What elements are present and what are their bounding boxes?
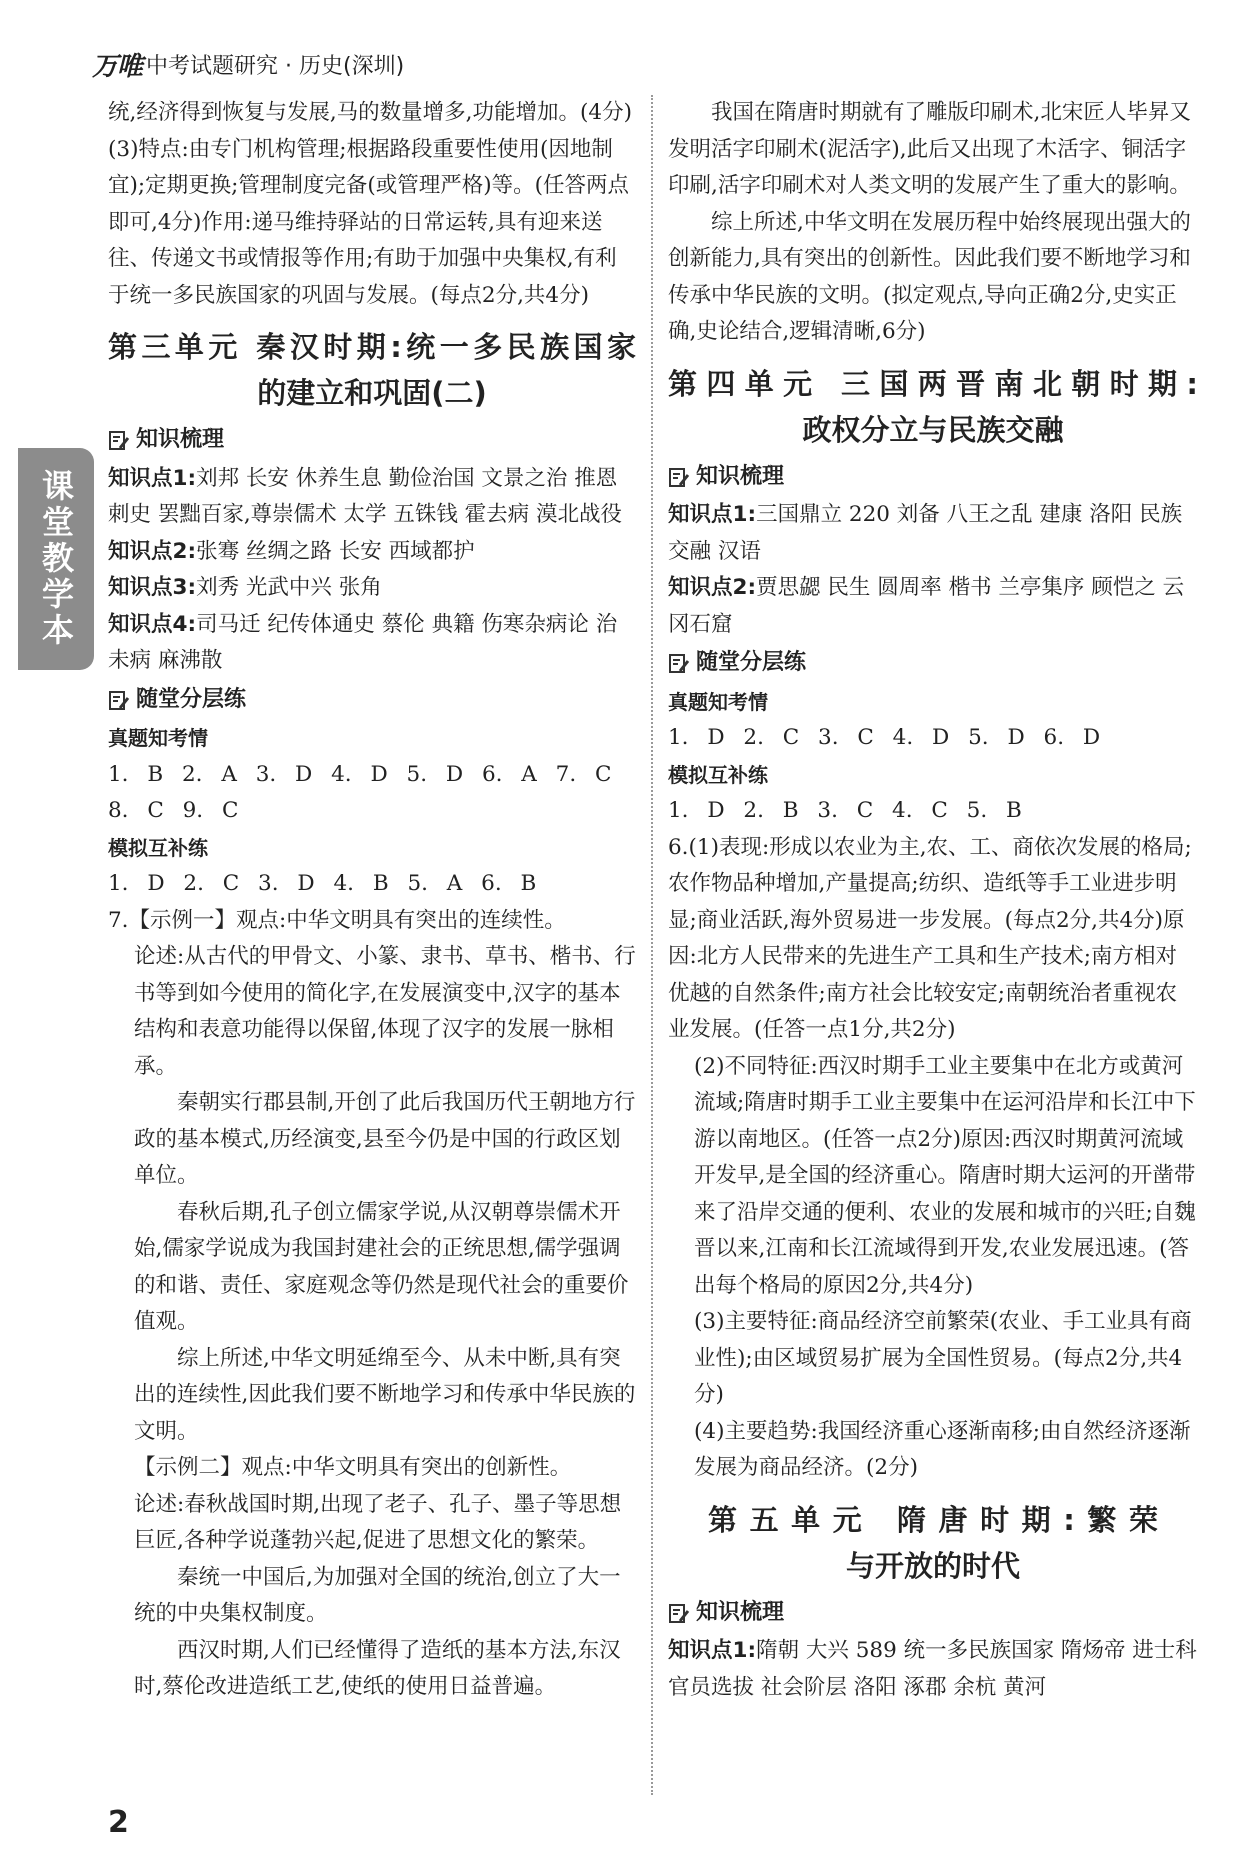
essay-paragraph: 春秋后期,孔子创立儒家学说,从汉朝尊崇儒术开始,儒家学说成为我国封建社会的正统思想,儒学强调的和谐、责任、家庭观念等仍然是现代社会的重要价值观。: [134, 1199, 629, 1334]
answer-list: 1. D 2. C 3. D 4. B 5. A 6. B: [108, 871, 537, 896]
section-heading-text: 知识梳理: [696, 1599, 785, 1625]
section-heading: [108, 422, 636, 459]
notebook-pen-icon: [668, 652, 690, 674]
side-tab-label: 课堂教学本: [37, 469, 75, 649]
unit-title: [108, 324, 636, 416]
kp-text: 刘邦 长安 休养生息 勤俭治国 文景之治 推恩 刺史 罢黜百家,尊崇儒术 太学 五铢钱 霍去病 漠北战役: [108, 465, 623, 527]
section-heading-text: 随堂分层练: [136, 686, 247, 712]
essay-paragraph: 综上所述,中华文明延绵至今、从未中断,具有突出的连续性,因此我们要不断地学习和传承中华民族的文明。: [134, 1345, 636, 1444]
column-divider: [651, 95, 653, 1795]
page-number: 2: [108, 1805, 129, 1840]
section-heading-text: 知识梳理: [696, 463, 785, 489]
notebook-pen-icon: [108, 429, 130, 451]
section-heading: [668, 645, 1198, 682]
kp-label: 知识点2:: [668, 575, 757, 600]
kp-text: 隋朝 大兴 589 统一多民族国家 隋炀帝 进士科 官员选拔 社会阶层 洛阳 涿郡 余杭 黄河: [668, 1638, 1197, 1700]
unit-title: [668, 361, 1198, 453]
essay-paragraph: 论述:从古代的甲骨文、小篆、隶书、草书、楷书、行书等到如今使用的简化字,在发展演变中,汉字的基本结构和表意功能得以保留,体现了汉字的发展一脉相承。: [134, 944, 636, 1079]
sub-heading: 模拟互补练: [108, 835, 208, 860]
kp-text: 刘秀 光武中兴 张角: [196, 575, 382, 600]
right-column: [668, 95, 1198, 1706]
answer-continuation: 统,经济得到恢复与发展,马的数量增多,功能增加。(4分): [108, 100, 632, 125]
unit-title-line: 第四单元 三国两晋南北朝时期:: [668, 366, 1198, 401]
essay-paragraph: 【示例二】观点:中华文明具有突出的创新性。: [134, 1455, 572, 1480]
notebook-pen-icon: [668, 466, 690, 488]
kp-label: 知识点1:: [108, 465, 197, 491]
essay-paragraph: 秦统一中国后,为加强对全国的统治,创立了大一统的中央集权制度。: [134, 1564, 621, 1626]
essay-paragraph: 论述:春秋战国时期,出现了老子、孔子、墨子等思想巨匠,各种学说蓬勃兴起,促进了思想文化的繁荣。: [134, 1491, 622, 1553]
knowledge-point: [108, 570, 636, 607]
unit-title: [668, 1497, 1198, 1589]
page-header: [92, 46, 404, 82]
book-title: 中考试题研究 · 历史(深圳): [146, 53, 405, 79]
knowledge-point: [668, 1633, 1198, 1706]
knowledge-point: [668, 497, 1198, 570]
brand-logo: 万唯: [92, 51, 143, 82]
kp-label: 知识点4:: [108, 611, 197, 637]
unit-title-line: 第三单元 秦汉时期:统一多民族国家: [108, 330, 636, 364]
essay-paragraph: (4)主要趋势:我国经济重心逐渐南移;由自然经济逐渐发展为商品经济。(2分): [694, 1418, 1191, 1480]
kp-text: 司马迁 纪传体通史 蔡伦 典籍 伤寒杂病论 治未病 麻沸散: [108, 611, 618, 673]
kp-label: 知识点3:: [108, 575, 197, 600]
essay-paragraph: (2)不同特征:西汉时期手工业主要集中在北方或黄河流域;隋唐时期手工业主要集中在运河沿岸和长江中下游以南地区。(任答一点2分)原因:西汉时期黄河流域开发早,是全国的经济重心。隋唐时期大运河的开凿带来了沿岸交通的便利、农业的发展和城市的兴旺;自魏晋以来,江南和长江流域得到开发,农业发展迅速。(答出每个格局的原因2分,共4分): [694, 1053, 1196, 1298]
answer-list: 1. D 2. B 3. C 4. C 5. B: [668, 798, 1022, 823]
knowledge-point: [108, 534, 636, 571]
unit-title-line: 与开放的时代: [845, 1548, 1020, 1583]
unit-title-line: 政权分立与民族交融: [802, 412, 1064, 447]
kp-text: 三国鼎立 220 刘备 八王之乱 建康 洛阳 民族交融 汉语: [668, 502, 1183, 564]
unit-title-line: 第五单元 隋唐时期:繁荣: [708, 1502, 1158, 1537]
side-tab: [18, 448, 94, 670]
knowledge-point: [108, 461, 636, 534]
notebook-pen-icon: [668, 1602, 690, 1624]
answer-list: 1. B 2. A 3. D 4. D 5. D 6. A 7. C 8. C 9. C: [108, 761, 612, 823]
kp-text: 贾思勰 民生 圆周率 楷书 兰亭集序 顾恺之 云冈石窟: [668, 575, 1185, 637]
section-heading: [668, 459, 1198, 496]
section-heading-text: 知识梳理: [136, 427, 225, 452]
section-heading: [668, 1595, 1198, 1632]
essay-paragraph: 7.【示例一】观点:中华文明具有突出的连续性。: [108, 907, 566, 933]
essay-paragraph: 秦朝实行郡县制,开创了此后我国历代王朝地方行政的基本模式,历经演变,县至今仍是中国的行政区划单位。: [134, 1090, 636, 1188]
essay-paragraph: 西汉时期,人们已经懂得了造纸的基本方法,东汉时,蔡伦改进造纸工艺,使纸的使用日益普遍。: [134, 1637, 621, 1699]
essay-paragraph: (3)主要特征:商品经济空前繁荣(农业、手工业具有商业性);由区域贸易扩展为全国性贸易。(每点2分,共4分): [694, 1309, 1192, 1407]
kp-label: 知识点2:: [108, 538, 197, 564]
sub-heading: 模拟互补练: [668, 762, 768, 787]
unit-title-line: 的建立和巩固(二): [257, 376, 487, 410]
notebook-pen-icon: [108, 689, 130, 711]
section-heading: [108, 682, 636, 719]
essay-paragraph: 我国在隋唐时期就有了雕版印刷术,北宋匠人毕昇又发明活字印刷术(泥活字),此后又出现了木活字、铜活字印刷,活字印刷术对人类文明的发展产生了重大的影响。: [668, 100, 1191, 198]
essay-paragraph: 综上所述,中华文明在发展历程中始终展现出强大的创新能力,具有突出的创新性。因此我们要不断地学习和传承中华民族的文明。(拟定观点,导向正确2分,史实正确,史论结合,逻辑清晰,6分): [668, 209, 1191, 344]
answer-continuation: (3)特点:由专门机构管理;根据路段重要性使用(因地制宜);定期更换;管理制度完备(或管理严格)等。(任答两点即可,4分)作用:递马维持驿站的日常运转,具有迎来送往、传递文书或情报等作用;有助于加强中央集权,有利于统一多民族国家的巩固与发展。(每点2分,共4分): [108, 136, 630, 308]
answer-list: 1. D 2. C 3. C 4. D 5. D 6. D: [668, 725, 1101, 750]
left-column: [108, 95, 636, 1706]
essay-paragraph: 6.(1)表现:形成以农业为主,农、工、商依次发展的格局;农作物品种增加,产量提高;纺织、造纸等手工业进步明显;商业活跃,海外贸易进一步发展。(每点2分,共4分)原因:北方人民带来的先进生产工具和生产技术;南方相对优越的自然条件;南方社会比较安定;南朝统治者重视农业发展。(任答一点1分,共2分): [668, 834, 1192, 1042]
knowledge-point: [108, 607, 636, 680]
sub-heading: 真题知考情: [108, 726, 208, 750]
kp-label: 知识点1:: [668, 1638, 757, 1663]
kp-text: 张骞 丝绸之路 长安 西域都护: [196, 538, 475, 564]
sub-heading: 真题知考情: [668, 689, 768, 714]
kp-label: 知识点1:: [668, 502, 757, 527]
knowledge-point: [668, 570, 1198, 643]
section-heading-text: 随堂分层练: [696, 650, 807, 675]
